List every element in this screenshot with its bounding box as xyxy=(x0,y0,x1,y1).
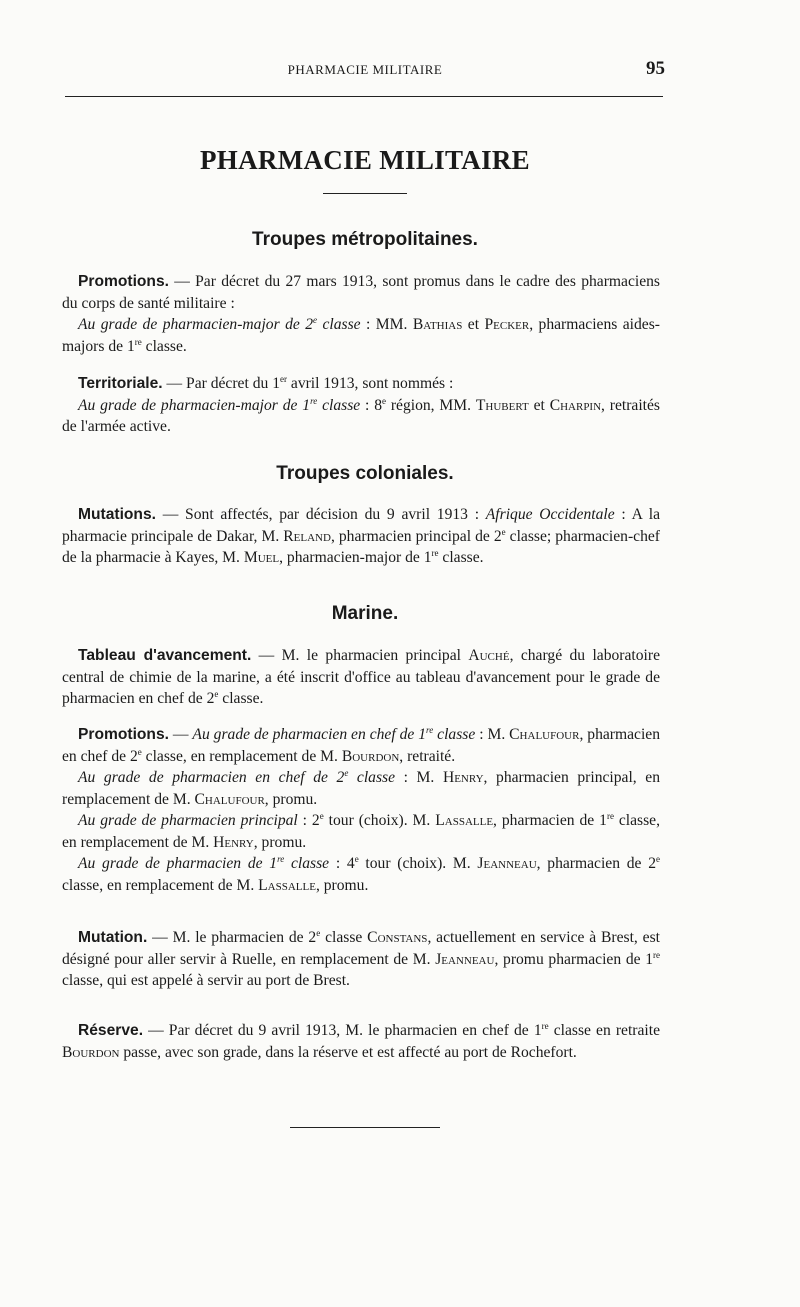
section-heading-coloniales: Troupes coloniales. xyxy=(276,463,454,484)
person-name: Lassalle xyxy=(258,876,316,894)
paragraph-label: Promotions. xyxy=(78,726,169,743)
person-name: Constans xyxy=(367,929,428,946)
paragraph-label: Tableau d'avancement. xyxy=(78,647,252,664)
section-heading-metropolitaines: Troupes métropolitaines. xyxy=(252,229,478,250)
person-name: Chalufour xyxy=(509,726,580,743)
person-name: Bathias xyxy=(412,316,463,333)
running-head xyxy=(65,58,665,88)
paragraph-promotions-marine: Promotions. — Au grade de pharmacien en chef de 1re classe : M. Chalufour, pharmacien en chef de 2e classe, en remplacement de M. Bourdon, retraité. Au grade de pharmacien en chef de 2e classe : M. Henry, pharmacien principal, en remplacement de M. Chalufour, promu. Au grade de pharmacien principal : 2e tour (choix). M. Lassalle, pharmacien de 1re classe, en remplacement de M. Henry, promu. Au grade de pharmacien de 1re classe : 4e tour (choix). M. Jeanneau, pharmacien de 2e classe, en remplacement de M. Lassalle, promu. xyxy=(62,724,661,894)
paragraph-mutations-coloniales: Mutations. — Sont affectés, par décision du 9 avril 1913 : Afrique Occidentale : A la pharmacie principale de Dakar, M. Reland, pharmacien principal de 2e classe; pharmacien-chef de la pharmacie à Kayes, M. Muel, pharmacien-major de 1re classe. xyxy=(62,506,660,566)
person-name: Henry xyxy=(442,769,484,786)
title-rule xyxy=(323,193,407,194)
person-name: Auché xyxy=(468,647,510,664)
person-name: Bourdon xyxy=(341,747,400,765)
end-rule xyxy=(290,1127,440,1128)
paragraph-territoriale: Territoriale. — Par décret du 1er avril 1913, sont nommés : Au grade de pharmacien-major de 1re classe : 8e région, MM. Thubert et Charpin, retraités de l'armée active. xyxy=(62,373,660,435)
section-heading-marine: Marine. xyxy=(331,603,399,624)
person-name: Thubert xyxy=(475,396,529,414)
paragraph-label: Mutation. xyxy=(78,929,148,946)
person-name: Pecker xyxy=(484,316,530,333)
paragraph-mutation-marine: Mutation. — M. le pharmacien de 2e classe Constans, actuellement en service à Brest, est désigné pour aller servir à Ruelle, en remplacement de M. Jeanneau, promu pharmacien de 1re classe, qui est appelé à servir au port de Brest. xyxy=(62,927,661,989)
person-name: Bourdon xyxy=(62,1043,120,1061)
running-title: PHARMACIE MILITAIRE xyxy=(287,62,443,77)
paragraph-tableau-avancement: Tableau d'avancement. — M. le pharmacien principal Auché, chargé du laboratoire central de chimie de la marine, a été inscrit d'office au tableau d'avancement pour le grade de pharmacien en chef de 2e classe. xyxy=(62,647,660,707)
person-name: Jeanneau xyxy=(435,950,495,968)
person-name: Jeanneau xyxy=(477,855,537,872)
paragraph-reserve: Réserve. — Par décret du 9 avril 1913, M. le pharmacien en chef de 1re classe en retraite Bourdon passe, avec son grade, dans la réserve et est affecté au port de Rochefort. xyxy=(62,1020,660,1061)
person-name: Muel xyxy=(243,549,280,566)
person-name: Lassalle xyxy=(435,812,494,829)
page-title: PHARMACIE MILITAIRE xyxy=(200,145,530,175)
paragraph-label: Promotions. xyxy=(78,273,169,290)
page-number: 95 xyxy=(646,58,665,79)
person-name: Chalufour xyxy=(194,790,265,808)
person-name: Henry xyxy=(213,833,254,851)
paragraph-label: Mutations. xyxy=(78,506,156,523)
paragraph-label: Territoriale. xyxy=(78,375,163,392)
person-name: Reland xyxy=(283,527,331,545)
person-name: Charpin xyxy=(549,396,602,414)
paragraph-label: Réserve. xyxy=(78,1022,144,1039)
header-rule xyxy=(65,96,663,97)
paragraph-promotions-metro: Promotions. — Par décret du 27 mars 1913, sont promus dans le cadre des pharmaciens du corps de santé militaire : Au grade de pharmacien-major de 2e classe : MM. Bathias et Pecker, pharmaciens aides-majors de 1re classe. xyxy=(62,273,660,355)
